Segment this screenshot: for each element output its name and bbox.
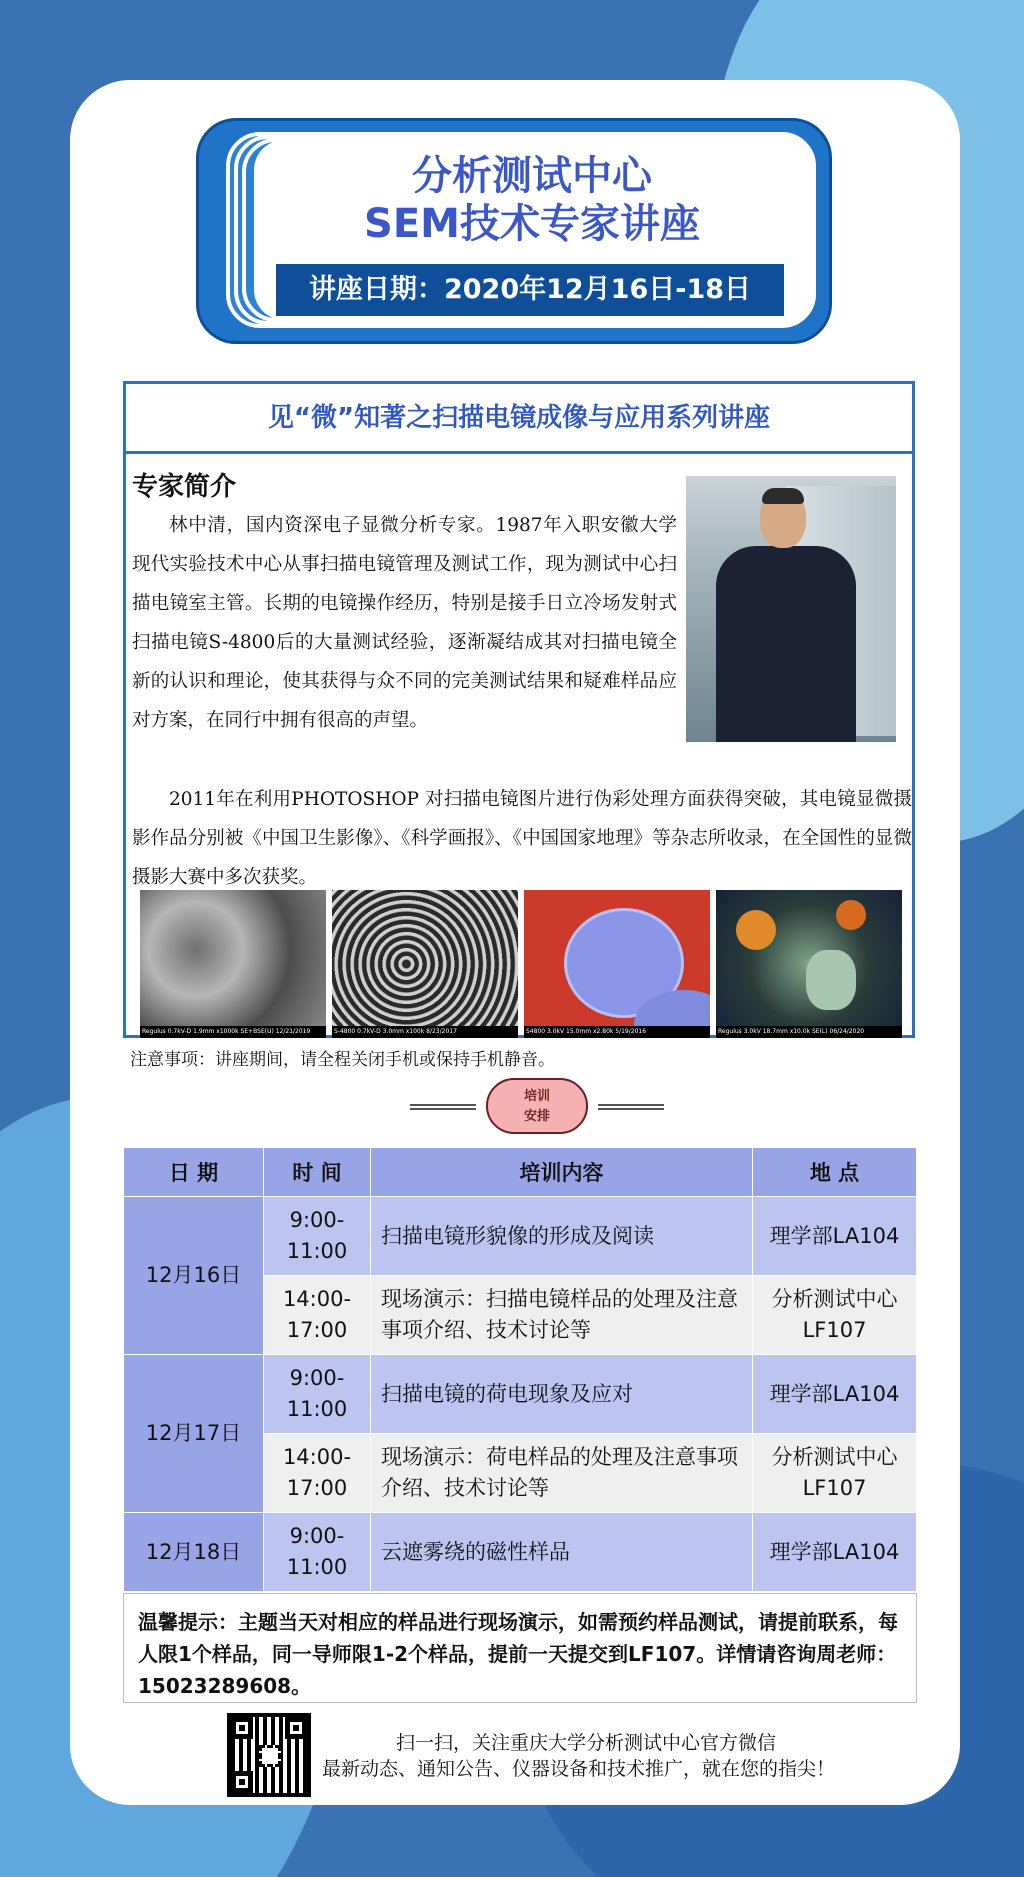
qr-code[interactable] <box>227 1713 311 1797</box>
time-cell: 14:00- 17:00 <box>264 1434 371 1513</box>
column-header-place: 地 点 <box>753 1148 917 1197</box>
sem-gallery <box>140 890 902 1038</box>
date-cell: 12月17日 <box>124 1355 264 1513</box>
series-title: 见“微”知著之扫描电镜成像与应用系列讲座 <box>126 384 912 454</box>
badge-line-1: 培训 <box>523 1089 550 1104</box>
divider <box>598 1104 664 1110</box>
content-cell: 现场演示：荷电样品的处理及注意事项介绍、技术讨论等 <box>371 1434 753 1513</box>
page-title <box>254 152 810 248</box>
time-cell: 14:00- 17:00 <box>264 1276 371 1355</box>
place-cell: 理学部LA104 <box>753 1513 917 1592</box>
tips-box: 温馨提示：主题当天对相应的样品进行现场演示，如需预约样品测试，请提前联系，每人限1个样品，同一导师限1-2个样品，提前一天提交到LF107。详情请咨询周老师：15023289608。 <box>123 1593 917 1703</box>
sem-image <box>140 890 326 1038</box>
place-cell: 理学部LA104 <box>753 1197 917 1276</box>
bio-paragraph-1: 林中清，国内资深电子显微分析专家。1987年入职安徽大学现代实验技术中心从事扫描电镜管理及测试工作，现为测试中心扫描电镜室主管。长期的电镜操作经历，特别是接手日立冷场发射式扫描电镜S-4800后的大量测试经验，逐渐凝结成其对扫描电镜全新的认识和理论，使其获得与众不同的完美测试结果和疑难样品应对方案，在同行中拥有很高的声望。 <box>132 515 677 731</box>
sem-image-caption: S4800 3.0kV 15.0mm x2.80k 5/19/2016 <box>524 1026 710 1038</box>
badge-line-2: 安排 <box>523 1109 550 1124</box>
column-header-date: 日 期 <box>124 1148 264 1197</box>
sem-image-caption: Regulus 3.0kV 18.7mm x10.0k SE(L) 06/24/2020 <box>716 1026 902 1038</box>
place-cell: 分析测试中心LF107 <box>753 1434 917 1513</box>
expert-photo <box>686 476 896 742</box>
table-row <box>124 1197 917 1276</box>
time-cell: 9:00- 11:00 <box>264 1513 371 1592</box>
table-header-row <box>124 1148 917 1197</box>
sem-image <box>332 890 518 1038</box>
expert-intro-box <box>123 381 915 1038</box>
header-banner <box>196 118 832 344</box>
place-cell: 分析测试中心LF107 <box>753 1276 917 1355</box>
table-row <box>124 1355 917 1434</box>
sem-image-caption: Regulus 0.7kV-D 1.9mm x1000k SE+BSE(U) 12/21/2019 <box>140 1026 326 1038</box>
date-cell: 12月16日 <box>124 1197 264 1355</box>
footer-line-2: 最新动态、通知公告、仪器设备和技术推广，就在您的指尖！ <box>322 1758 836 1780</box>
sem-image <box>524 890 710 1038</box>
time-cell: 9:00- 11:00 <box>264 1355 371 1434</box>
content-cell: 扫描电镜的荷电现象及应对 <box>371 1355 753 1434</box>
date-cell: 12月18日 <box>124 1513 264 1592</box>
footer-line-1: 扫一扫，关注重庆大学分析测试中心官方微信 <box>396 1732 777 1754</box>
section-heading: 专家简介 <box>132 472 237 502</box>
lecture-date: 讲座日期：2020年12月16日-18日 <box>276 264 784 316</box>
title-line-2: SEM技术专家讲座 <box>364 201 700 247</box>
sem-image <box>716 890 902 1038</box>
column-header-content: 培训内容 <box>371 1148 753 1197</box>
time-cell: 9:00- 11:00 <box>264 1197 371 1276</box>
bio-paragraph-2: 2011年在利用PHOTOSHOP 对扫描电镜图片进行伪彩处理方面获得突破，其电镜显微摄影作品分别被《中国卫生影像》、《科学画报》、《中国国家地理》等杂志所收录，在全国性的显微摄影大赛中多次获奖。 <box>132 789 912 888</box>
table-row <box>124 1513 917 1592</box>
training-badge <box>486 1078 588 1134</box>
schedule-table <box>123 1147 917 1592</box>
poster-card <box>70 80 960 1805</box>
title-line-1: 分析测试中心 <box>412 153 652 199</box>
divider <box>410 1104 476 1110</box>
column-header-time: 时 间 <box>264 1148 371 1197</box>
notice-text: 注意事项：讲座期间，请全程关闭手机或保持手机静音。 <box>130 1050 555 1070</box>
content-cell: 现场演示：扫描电镜样品的处理及注意事项介绍、技术讨论等 <box>371 1276 753 1355</box>
sem-image-caption: S-4800 0.7kV-D 3.0mm x100k 8/23/2017 <box>332 1026 518 1038</box>
place-cell: 理学部LA104 <box>753 1355 917 1434</box>
content-cell: 扫描电镜形貌像的形成及阅读 <box>371 1197 753 1276</box>
content-cell: 云遮雾绕的磁性样品 <box>371 1513 753 1592</box>
